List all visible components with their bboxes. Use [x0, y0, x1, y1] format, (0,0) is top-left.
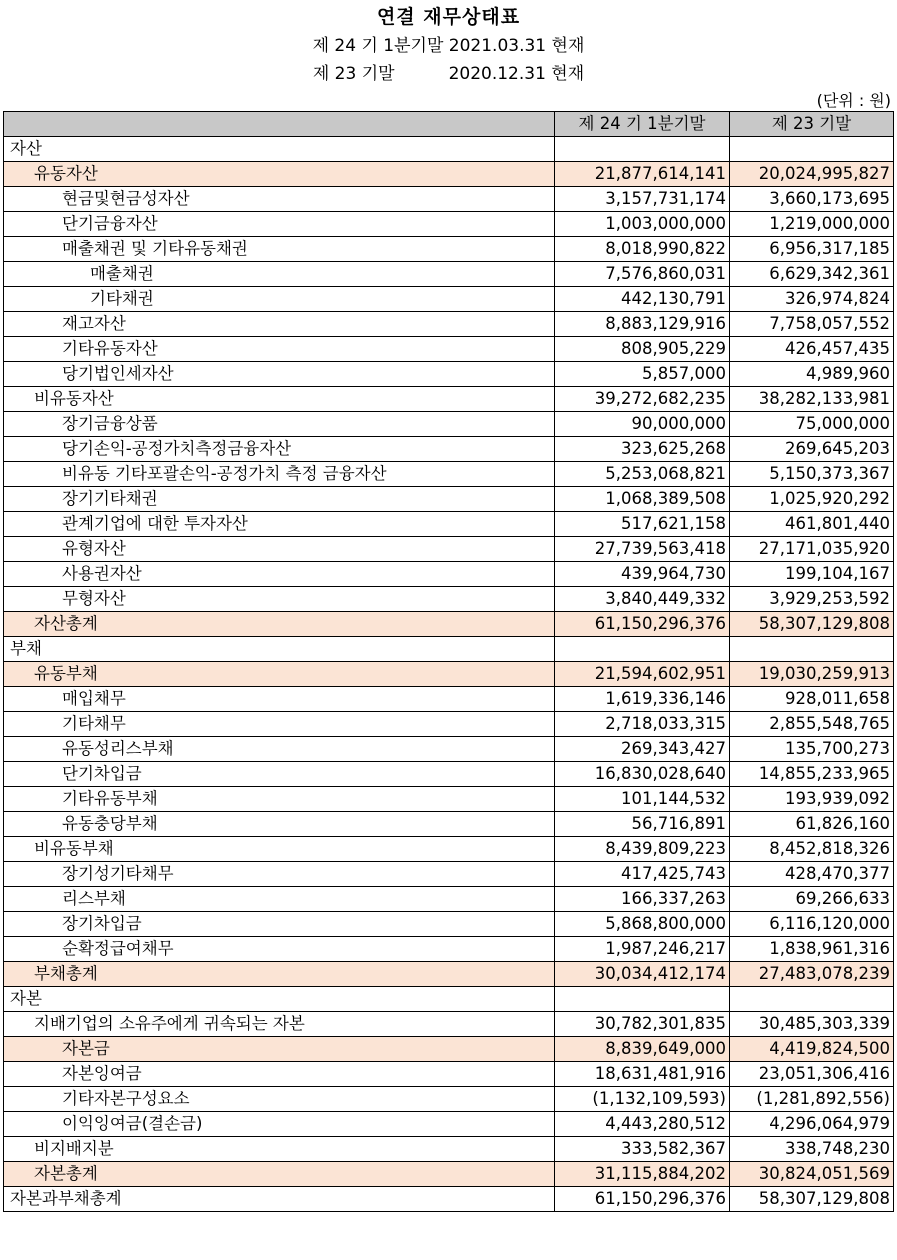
current-period-value: 1,619,336,146 — [555, 687, 730, 712]
prior-period-value: 269,645,203 — [730, 437, 894, 462]
account-label: 무형자산 — [4, 587, 555, 612]
prior-period-value: 8,452,818,326 — [730, 837, 894, 862]
table-row — [4, 812, 894, 837]
prior-period-value: 27,171,035,920 — [730, 537, 894, 562]
table-row — [4, 337, 894, 362]
table-body — [4, 137, 894, 1212]
account-label: 지배기업의 소유주에게 귀속되는 자본 — [4, 1012, 555, 1037]
current-period-value: 61,150,296,376 — [555, 1187, 730, 1212]
account-label: 유형자산 — [4, 537, 555, 562]
account-label: 매출채권 및 기타유동채권 — [4, 237, 555, 262]
table-row — [4, 637, 894, 662]
table-row — [4, 1037, 894, 1062]
prior-period-value: 428,470,377 — [730, 862, 894, 887]
current-period-value: 5,253,068,821 — [555, 462, 730, 487]
table-row — [4, 662, 894, 687]
account-label: 장기금융상품 — [4, 412, 555, 437]
header-current-period: 제 24 기 1분기말 — [555, 112, 730, 137]
current-period-value: 3,157,731,174 — [555, 187, 730, 212]
current-period-value: 417,425,743 — [555, 862, 730, 887]
table-row — [4, 1137, 894, 1162]
table-row — [4, 1112, 894, 1137]
prior-period-value: 69,266,633 — [730, 887, 894, 912]
prior-period-value: 135,700,273 — [730, 737, 894, 762]
prior-period-value: 928,011,658 — [730, 687, 894, 712]
account-label: 유동자산 — [4, 162, 555, 187]
period-prior: 제 23 기말 2020.12.31 현재 — [312, 64, 585, 84]
prior-period-value: 6,116,120,000 — [730, 912, 894, 937]
table-row — [4, 212, 894, 237]
current-period-value: 30,034,412,174 — [555, 962, 730, 987]
prior-period-value: 7,758,057,552 — [730, 312, 894, 337]
table-row — [4, 312, 894, 337]
prior-period-value: 4,989,960 — [730, 362, 894, 387]
current-period-value: 39,272,682,235 — [555, 387, 730, 412]
account-label: 이익잉여금(결손금) — [4, 1112, 555, 1137]
prior-period-value: (1,281,892,556) — [730, 1087, 894, 1112]
current-period-value: 31,115,884,202 — [555, 1162, 730, 1187]
prior-period-value: 3,660,173,695 — [730, 187, 894, 212]
current-period-value: 2,718,033,315 — [555, 712, 730, 737]
prior-period-value: 426,457,435 — [730, 337, 894, 362]
table-row — [4, 262, 894, 287]
account-label: 매입채무 — [4, 687, 555, 712]
account-label: 유동충당부채 — [4, 812, 555, 837]
table-row — [4, 1187, 894, 1212]
current-period-value: 27,739,563,418 — [555, 537, 730, 562]
prior-period-value: 2,855,548,765 — [730, 712, 894, 737]
header-account — [4, 112, 555, 137]
account-label: 비유동자산 — [4, 387, 555, 412]
table-row — [4, 362, 894, 387]
prior-period-value — [730, 637, 894, 662]
current-period-value: 1,003,000,000 — [555, 212, 730, 237]
prior-period-value: 19,030,259,913 — [730, 662, 894, 687]
account-label: 유동성리스부채 — [4, 737, 555, 762]
prior-period-value: 326,974,824 — [730, 287, 894, 312]
table-row — [4, 1012, 894, 1037]
current-period-value: (1,132,109,593) — [555, 1087, 730, 1112]
table-row — [4, 837, 894, 862]
current-period-value: 21,877,614,141 — [555, 162, 730, 187]
current-period-value: 8,018,990,822 — [555, 237, 730, 262]
account-label: 기타채무 — [4, 712, 555, 737]
prior-period-value: 199,104,167 — [730, 562, 894, 587]
prior-period-value: 38,282,133,981 — [730, 387, 894, 412]
account-label: 자본잉여금 — [4, 1062, 555, 1087]
account-label: 자산 — [4, 137, 555, 162]
account-label: 자산총계 — [4, 612, 555, 637]
current-period-value: 323,625,268 — [555, 437, 730, 462]
table-row — [4, 287, 894, 312]
current-period-value: 8,883,129,916 — [555, 312, 730, 337]
current-period-value: 90,000,000 — [555, 412, 730, 437]
account-label: 비지배지분 — [4, 1137, 555, 1162]
prior-period-value: 20,024,995,827 — [730, 162, 894, 187]
prior-period-value: 23,051,306,416 — [730, 1062, 894, 1087]
current-period-value: 439,964,730 — [555, 562, 730, 587]
prior-period-value: 30,824,051,569 — [730, 1162, 894, 1187]
current-period-value: 808,905,229 — [555, 337, 730, 362]
period-current: 제 24 기 1분기말 2021.03.31 현재 — [312, 36, 585, 56]
table-row — [4, 887, 894, 912]
current-period-value: 7,576,860,031 — [555, 262, 730, 287]
prior-period-value — [730, 987, 894, 1012]
prior-period-value: 6,629,342,361 — [730, 262, 894, 287]
table-row — [4, 437, 894, 462]
table-row — [4, 862, 894, 887]
current-period-value: 21,594,602,951 — [555, 662, 730, 687]
account-label: 자본과부채총계 — [4, 1187, 555, 1212]
account-label: 현금및현금성자산 — [4, 187, 555, 212]
table-row — [4, 912, 894, 937]
account-label: 당기법인세자산 — [4, 362, 555, 387]
prior-period-value: 30,485,303,339 — [730, 1012, 894, 1037]
account-label: 사용권자산 — [4, 562, 555, 587]
account-label: 재고자산 — [4, 312, 555, 337]
current-period-value: 1,068,389,508 — [555, 487, 730, 512]
account-label: 순확정급여채무 — [4, 937, 555, 962]
table-row — [4, 187, 894, 212]
table-row — [4, 412, 894, 437]
account-label: 단기금융자산 — [4, 212, 555, 237]
prior-period-value: 61,826,160 — [730, 812, 894, 837]
prior-period-value: 1,025,920,292 — [730, 487, 894, 512]
current-period-value: 4,443,280,512 — [555, 1112, 730, 1137]
account-label: 기타채권 — [4, 287, 555, 312]
table-row — [4, 687, 894, 712]
table-row — [4, 137, 894, 162]
current-period-value — [555, 987, 730, 1012]
account-label: 자본총계 — [4, 1162, 555, 1187]
table-row — [4, 1087, 894, 1112]
account-label: 자본 — [4, 987, 555, 1012]
account-label: 비유동부채 — [4, 837, 555, 862]
current-period-value: 269,343,427 — [555, 737, 730, 762]
prior-period-value: 6,956,317,185 — [730, 237, 894, 262]
account-label: 기타유동부채 — [4, 787, 555, 812]
prior-period-value: 58,307,129,808 — [730, 612, 894, 637]
table-row — [4, 512, 894, 537]
prior-period-value: 1,838,961,316 — [730, 937, 894, 962]
account-label: 장기성기타채무 — [4, 862, 555, 887]
current-period-value: 101,144,532 — [555, 787, 730, 812]
table-row — [4, 587, 894, 612]
current-period-value: 166,337,263 — [555, 887, 730, 912]
table-row — [4, 562, 894, 587]
table-row — [4, 787, 894, 812]
balance-sheet-table — [3, 111, 894, 1212]
table-row — [4, 1162, 894, 1187]
current-period-value: 1,987,246,217 — [555, 937, 730, 962]
table-row — [4, 712, 894, 737]
table-row — [4, 612, 894, 637]
table-row — [4, 962, 894, 987]
prior-period-value — [730, 137, 894, 162]
prior-period-value: 461,801,440 — [730, 512, 894, 537]
current-period-value: 333,582,367 — [555, 1137, 730, 1162]
account-label: 관계기업에 대한 투자자산 — [4, 512, 555, 537]
current-period-value: 8,439,809,223 — [555, 837, 730, 862]
table-header-row — [4, 112, 894, 137]
account-label: 자본금 — [4, 1037, 555, 1062]
current-period-value: 5,857,000 — [555, 362, 730, 387]
account-label: 부채총계 — [4, 962, 555, 987]
table-row — [4, 1062, 894, 1087]
table-row — [4, 537, 894, 562]
table-row — [4, 462, 894, 487]
prior-period-value: 5,150,373,367 — [730, 462, 894, 487]
prior-period-value: 4,296,064,979 — [730, 1112, 894, 1137]
table-row — [4, 762, 894, 787]
current-period-value: 517,621,158 — [555, 512, 730, 537]
current-period-value: 16,830,028,640 — [555, 762, 730, 787]
table-row — [4, 162, 894, 187]
header-prior-period: 제 23 기말 — [730, 112, 894, 137]
account-label: 부채 — [4, 637, 555, 662]
prior-period-value: 3,929,253,592 — [730, 587, 894, 612]
prior-period-value: 1,219,000,000 — [730, 212, 894, 237]
prior-period-value: 58,307,129,808 — [730, 1187, 894, 1212]
current-period-value: 8,839,649,000 — [555, 1037, 730, 1062]
current-period-value: 3,840,449,332 — [555, 587, 730, 612]
current-period-value: 56,716,891 — [555, 812, 730, 837]
current-period-value: 61,150,296,376 — [555, 612, 730, 637]
table-row — [4, 937, 894, 962]
table-row — [4, 737, 894, 762]
table-row — [4, 487, 894, 512]
account-label: 단기차입금 — [4, 762, 555, 787]
prior-period-value: 338,748,230 — [730, 1137, 894, 1162]
account-label: 비유동 기타포괄손익-공정가치 측정 금융자산 — [4, 462, 555, 487]
account-label: 유동부채 — [4, 662, 555, 687]
unit-label: (단위 : 원) — [816, 91, 891, 110]
current-period-value — [555, 637, 730, 662]
prior-period-value: 193,939,092 — [730, 787, 894, 812]
current-period-value — [555, 137, 730, 162]
account-label: 장기기타채권 — [4, 487, 555, 512]
current-period-value: 18,631,481,916 — [555, 1062, 730, 1087]
prior-period-value: 27,483,078,239 — [730, 962, 894, 987]
account-label: 장기차입금 — [4, 912, 555, 937]
prior-period-value: 4,419,824,500 — [730, 1037, 894, 1062]
current-period-value: 30,782,301,835 — [555, 1012, 730, 1037]
account-label: 기타자본구성요소 — [4, 1087, 555, 1112]
account-label: 기타유동자산 — [4, 337, 555, 362]
account-label: 리스부채 — [4, 887, 555, 912]
table-row — [4, 237, 894, 262]
prior-period-value: 14,855,233,965 — [730, 762, 894, 787]
prior-period-value: 75,000,000 — [730, 412, 894, 437]
current-period-value: 5,868,800,000 — [555, 912, 730, 937]
table-row — [4, 387, 894, 412]
account-label: 당기손익-공정가치측정금융자산 — [4, 437, 555, 462]
statement-title: 연결 재무상태표 — [376, 6, 521, 28]
table-row — [4, 987, 894, 1012]
current-period-value: 442,130,791 — [555, 287, 730, 312]
account-label: 매출채권 — [4, 262, 555, 287]
